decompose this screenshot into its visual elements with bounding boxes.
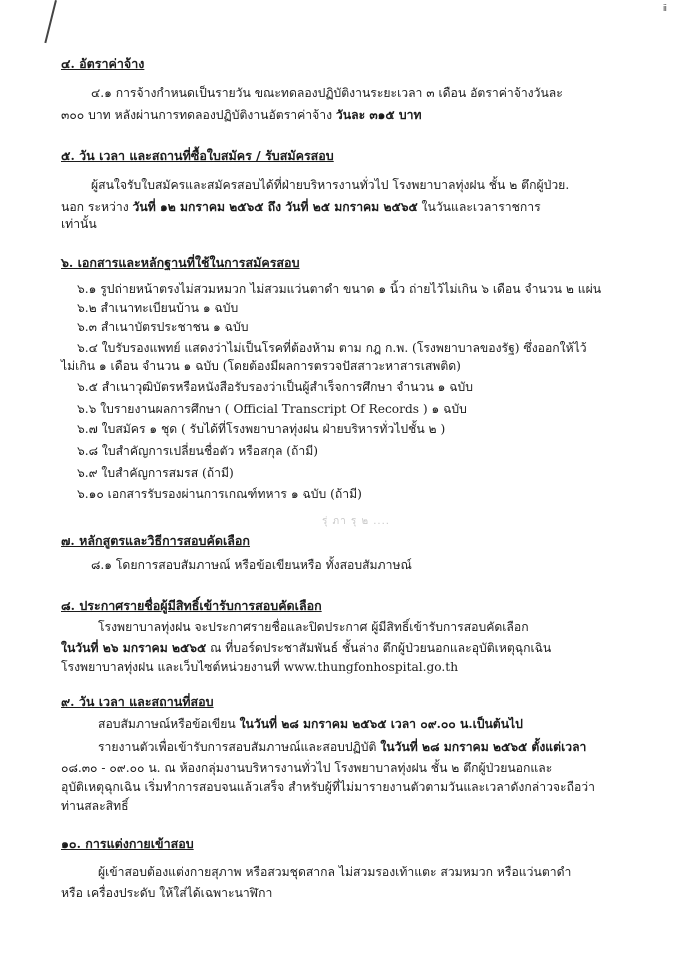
section-6-item-8: ๖.๘ ใบสำคัญการเปลี่ยนชื่อตัว หรือสกุล (ถ้ามี) <box>77 444 319 458</box>
section-9-line-4: อุบัติเหตุฉุกเฉิน เริ่มทำการสอบจนแล้วเสร็จ สำหรับผู้ที่ไม่มารายงานตัวตามวันและเวลาดังกล่าวจะถือว่า <box>61 780 595 794</box>
section-6-item-3: ๖.๓ สำเนาบัตรประชาชน ๑ ฉบับ <box>77 320 249 334</box>
section-8-line-2: ในวันที่ ๒๖ มกราคม ๒๕๖๕ ณ ที่บอร์ดประชาสัมพันธ์ ชั้นล่าง ตึกผู้ป่วยนอกและอุบัติเหตุฉุกเฉิน <box>61 641 552 655</box>
section-5-line-2: นอก ระหว่าง วันที่ ๑๒ มกราคม ๒๕๖๕ ถึง วันที่ ๒๕ มกราคม ๒๕๖๕ ในวันและเวลาราชการ <box>61 200 541 214</box>
section-6-item-2: ๖.๒ สำเนาทะเบียนบ้าน ๑ ฉบับ <box>77 301 239 315</box>
section-10-heading: ๑๐. การแต่งกายเข้าสอบ <box>61 836 194 851</box>
section-6-item-4-cont: ไม่เกิน ๑ เดือน จำนวน ๑ ฉบับ (โดยต้องมีผลการตรวจปัสสาวะหาสารเสพติด) <box>61 359 461 373</box>
section-9-line-2: รายงานตัวเพื่อเข้ารับการสอบสัมภาษณ์และสอบปฏิบัติ ในวันที่ ๒๘ มกราคม ๒๕๖๕ ตั้งแต่เวลา <box>98 740 587 754</box>
scan-artifact-line <box>44 0 56 43</box>
section-7-line-1: ๘.๑ โดยการสอบสัมภาษณ์ หรือข้อเขียนหรือ ทั้งสอบสัมภาษณ์ <box>91 558 412 572</box>
section-8-line-3: โรงพยาบาลทุ่งฝน และเว็บไซต์หน่วยงานที่ www.thungfonhospital.go.th <box>61 660 459 674</box>
section-4-line-2: ๓๐๐ บาท หลังผ่านการทดลองปฏิบัติงานอัตราค่าจ้าง วันละ ๓๑๕ บาท <box>61 108 422 122</box>
section-6-item-4: ๖.๔ ใบรับรองแพทย์ แสดงว่าไม่เป็นโรคที่ต้องห้าม ตาม กฎ ก.พ. (โรงพยาบาลของรัฐ) ซึ่งออกให้ไว้ <box>77 341 587 355</box>
section-5-line-1: ผู้สนใจรับใบสมัครและสมัครสอบได้ที่ฝ่ายบริหารงานทั่วไป โรงพยาบาลทุ่งฝน ชั้น ๒ ตึกผู้ป่วย. <box>91 178 570 192</box>
section-9-line-5: ท่านสละสิทธิ์ <box>61 799 129 813</box>
section-6-item-7: ๖.๗ ใบสมัคร ๑ ชุด ( รับได้ที่โรงพยาบาลทุ่งฝน ฝ่ายบริหารทั่วไปชั้น ๒ ) <box>77 422 446 436</box>
corner-mark: ⅱ <box>662 4 667 14</box>
section-10-line-2: หรือ เครื่องประดับ ให้ใส่ได้เฉพาะนาฬิกา <box>61 886 273 900</box>
section-6-item-10: ๖.๑๐ เอกสารรับรองผ่านการเกณฑ์ทหาร ๑ ฉบับ (ถ้ามี) <box>77 487 362 501</box>
section-10-line-1: ผู้เข้าสอบต้องแต่งกายสุภาพ หรือสวมชุดสากล ไม่สวมรองเท้าแตะ สวมหมวก หรือแว่นตาดำ <box>98 865 572 879</box>
section-9-heading: ๙. วัน เวลา และสถานที่สอบ <box>61 694 214 709</box>
section-6-item-5: ๖.๕ สำเนาวุฒิบัตรหรือหนังสือรับรองว่าเป็นผู้สำเร็จการศึกษา จำนวน ๑ ฉบับ <box>77 380 474 394</box>
section-6-item-1: ๖.๑ รูปถ่ายหน้าตรงไม่สวมหมวก ไม่สวมแว่นตาดำ ขนาด ๑ นิ้ว ถ่ายไว้ไม่เกิน ๖ เดือน จำนวน ๒ แผ่น <box>77 282 602 296</box>
section-8-heading: ๘. ประกาศรายชื่อผู้มีสิทธิ์เข้ารับการสอบคัดเลือก <box>61 598 322 613</box>
section-4-line-1: ๔.๑ การจ้างกำหนดเป็นรายวัน ขณะทดลองปฏิบัติงานระยะเวลา ๓ เดือน อัตราค่าจ้างวันละ <box>91 86 563 100</box>
section-5-heading: ๕. วัน เวลา และสถานที่ซื้อใบสมัคร / รับสมัครสอบ <box>61 148 334 163</box>
section-4-heading: ๔. อัตราค่าจ้าง <box>61 56 145 71</box>
section-8-line-1: โรงพยาบาลทุ่งฝน จะประกาศรายชื่อและปิดประกาศ ผู้มีสิทธิ์เข้ารับการสอบคัดเลือก <box>98 620 529 634</box>
section-6-heading: ๖. เอกสารและหลักฐานที่ใช้ในการสมัครสอบ <box>61 255 300 270</box>
faint-smudge-text: รุ่ ภา รุ ๒ .... <box>322 516 390 527</box>
section-7-heading: ๗. หลักสูตรและวิธีการสอบคัดเลือก <box>61 533 250 548</box>
section-6-item-9: ๖.๙ ใบสำคัญการสมรส (ถ้ามี) <box>77 466 234 480</box>
section-9-line-1: สอบสัมภาษณ์หรือข้อเขียน ในวันที่ ๒๘ มกราคม ๒๕๖๕ เวลา ๐๙.๐๐ น.เป็นต้นไป <box>98 717 523 731</box>
section-6-item-6: ๖.๖ ใบรายงานผลการศึกษา ( Official Transcript Of Records ) ๑ ฉบับ <box>77 402 467 416</box>
section-9-line-3: ๐๘.๓๐ - ๐๙.๐๐ น. ณ ห้องกลุ่มงานบริหารงานทั่วไป โรงพยาบาลทุ่งฝน ชั้น ๒ ตึกผู้ป่วยนอกและ <box>61 761 553 775</box>
section-5-line-3: เท่านั้น <box>61 217 97 231</box>
